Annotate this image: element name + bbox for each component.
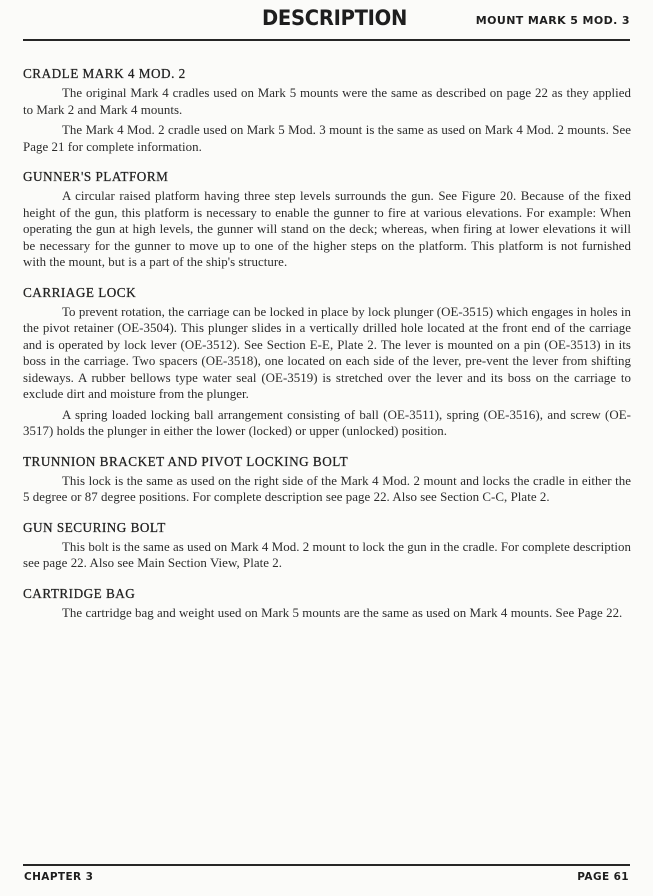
footer-divider: [23, 864, 630, 866]
section-heading: TRUNNION BRACKET AND PIVOT LOCKING BOLT: [23, 453, 349, 469]
section-carriage-lock: [23, 284, 631, 440]
section-heading: CARRIAGE LOCK: [23, 284, 137, 300]
paragraph: A spring loaded locking ball arrangement consisting of ball (OE-3511), spring (OE-3516), and screw (OE-3517) holds the plunger in either the lower (locked) or upper (unlocked) position.: [23, 407, 631, 438]
paragraph: To prevent rotation, the carriage can be locked in place by lock plunger (OE-3515) which engages in holes in the pivot retainer (OE-3504). This plunger slides in a vertically drilled hole located at the front end of the carriage and is operated by lock lever (OE-3512). See Section E-E, Plate 2. The lever is mounted on a pin (OE-3513) in its boss in the carriage. Two spacers (OE-3518), one located on each side of the lever, pre-vent the lever from shifting sideways. A rubber bellows type water seal (OE-3519) is stretched over the lever and its boss on the carriage to exclude dirt and moisture from the plunger.: [23, 304, 631, 401]
paragraph: A circular raised platform having three step levels surrounds the gun. See Figure 20. Because of the fixed height of the gun, this platform is necessary to enable the gunner to fire at various elevations. For example: When operating the gun at high levels, the gunner will stand on the deck; whereas, when firing at lower elevations it will be necessary for the gunner to move up to one of the higher steps on the platform. This platform is not furnished with the mount, but is a part of the ship's structure.: [23, 189, 631, 269]
page-title: DESCRIPTION: [262, 6, 408, 30]
paragraph: The original Mark 4 cradles used on Mark 5 mounts were the same as described on page 22 as they applied to Mark 2 and Mark 4 mounts.: [23, 86, 631, 117]
section-gun-securing-bolt: [23, 519, 631, 572]
paragraph: This bolt is the same as used on Mark 4 Mod. 2 mount to lock the gun in the cradle. For complete description see page 22. Also see Main Section View, Plate 2.: [23, 539, 631, 570]
header-divider: [23, 39, 630, 41]
section-heading: CRADLE MARK 4 MOD. 2: [23, 66, 186, 81]
section-gunners-platform: [23, 168, 631, 271]
paragraph: The Mark 4 Mod. 2 cradle used on Mark 5 Mod. 3 mount is the same as used on Mark 4 Mod. 2 mounts. See Page 21 for complete information.: [23, 123, 631, 154]
section-heading: CARTRIDGE BAG: [23, 585, 136, 601]
section-cartridge-bag: [23, 585, 631, 622]
page-content: [23, 65, 631, 634]
section-heading: GUNNER'S PLATFORM: [23, 169, 169, 184]
chapter-label: CHAPTER 3: [24, 871, 94, 883]
page-subtitle: MOUNT MARK 5 MOD. 3: [475, 14, 630, 27]
paragraph: This lock is the same as used on the right side of the Mark 4 Mod. 2 mount and locks the cradle in either the 5 degree or 87 degree positions. For complete description see page 22. Also see Section C-C, Plate 2.: [23, 473, 631, 504]
page-number: PAGE 61: [577, 871, 629, 883]
paragraph: The cartridge bag and weight used on Mark 5 mounts are the same as used on Mark 4 mounts. See Page 22.: [62, 605, 623, 620]
section-heading: GUN SECURING BOLT: [23, 519, 166, 535]
section-trunnion-bracket: [23, 453, 631, 506]
section-cradle: [23, 65, 631, 155]
